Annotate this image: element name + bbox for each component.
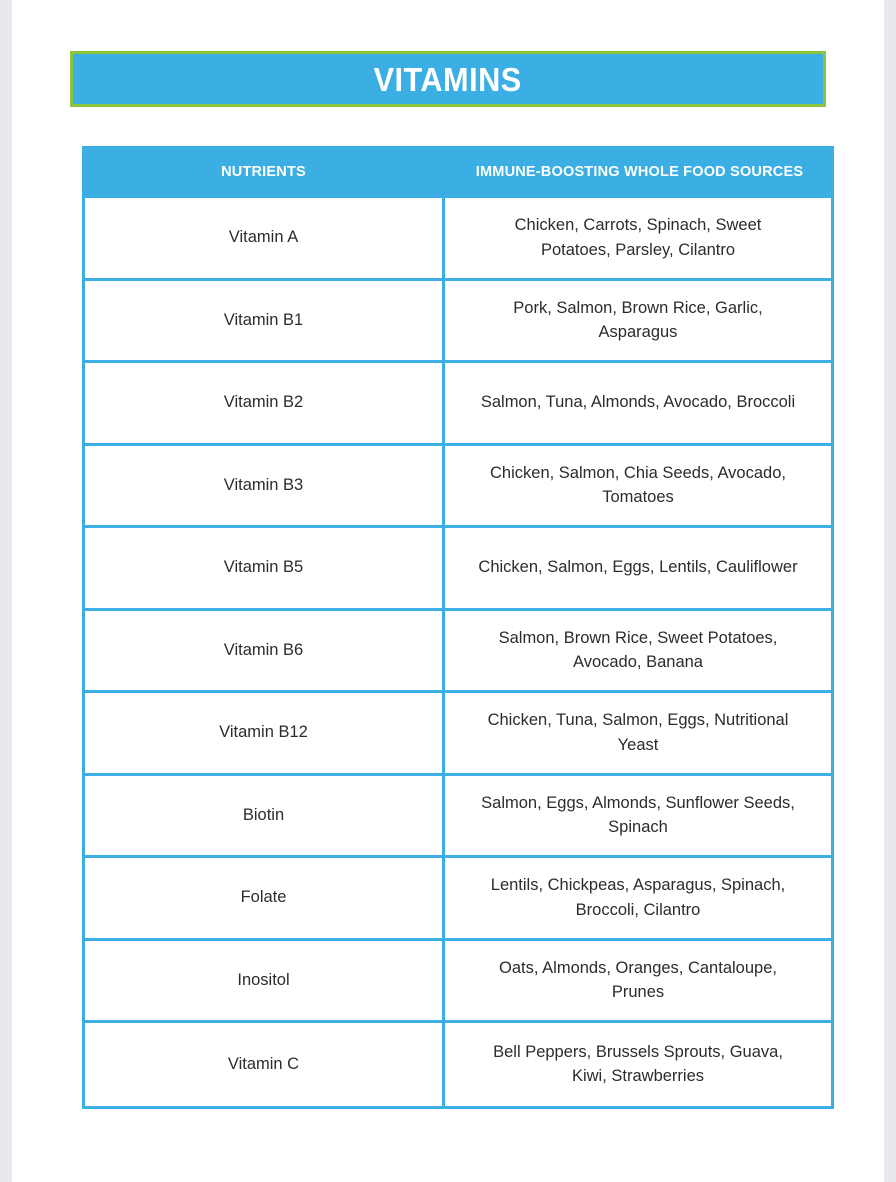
table-row [85, 198, 831, 281]
table-body [82, 198, 834, 1109]
cell-sources [445, 611, 831, 691]
cell-nutrient [85, 611, 445, 691]
cell-sources [445, 1023, 831, 1106]
table-row [85, 858, 831, 941]
column-header-nutrients-label: NUTRIENTS [221, 163, 306, 180]
cell-sources [445, 941, 831, 1021]
nutrient-name: Vitamin B5 [223, 558, 304, 577]
cell-sources [445, 363, 831, 443]
nutrient-name: Vitamin B2 [223, 393, 304, 412]
sources-list: Oats, Almonds, Oranges, Cantaloupe, Prunes [499, 958, 777, 1002]
sources-list: Chicken, Salmon, Eggs, Lentils, Cauliflower [478, 558, 798, 577]
sources-list: Lentils, Chickpeas, Asparagus, Spinach, Broccoli, Cilantro [490, 876, 786, 919]
cell-sources [445, 776, 831, 856]
title-banner [70, 51, 826, 107]
column-header-sources [445, 146, 834, 198]
table-row [85, 446, 831, 529]
sources-list: Chicken, Tuna, Salmon, Eggs, Nutritional Yeast [487, 711, 789, 754]
nutrient-name: Vitamin B6 [223, 640, 304, 659]
table-row [85, 776, 831, 859]
table-row [85, 281, 831, 364]
cell-sources [445, 446, 831, 526]
nutrient-name: Vitamin B12 [219, 723, 308, 742]
cell-sources [445, 528, 831, 608]
table-row [85, 1023, 831, 1106]
cell-nutrient [85, 198, 445, 278]
sources-list: Salmon, Eggs, Almonds, Sunflower Seeds, Spinach [481, 793, 795, 837]
sources-list: Salmon, Brown Rice, Sweet Potatoes, Avocado, Banana [498, 628, 778, 672]
cell-nutrient [85, 446, 445, 526]
cell-sources [445, 693, 831, 773]
cell-nutrient [85, 858, 445, 938]
cell-nutrient [85, 693, 445, 773]
cell-sources [445, 198, 831, 278]
column-header-sources-label: IMMUNE-BOOSTING WHOLE FOOD SOURCES [475, 163, 804, 180]
cell-nutrient [85, 281, 445, 361]
table-row [85, 941, 831, 1024]
column-header-nutrients [82, 146, 445, 198]
sources-list: Chicken, Salmon, Chia Seeds, Avocado, Tomatoes [490, 463, 786, 507]
vitamins-table [82, 146, 834, 1109]
table-header-row [82, 146, 834, 198]
page-title: VITAMINS [373, 60, 523, 98]
cell-sources [445, 858, 831, 938]
sources-list: Pork, Salmon, Brown Rice, Garlic, Asparagus [513, 298, 763, 342]
table-row [85, 693, 831, 776]
sources-list: Salmon, Tuna, Almonds, Avocado, Broccoli [480, 393, 796, 412]
cell-nutrient [85, 1023, 445, 1106]
cell-nutrient [85, 363, 445, 443]
sources-list: Chicken, Carrots, Spinach, Sweet Potatoes, Parsley, Cilantro [514, 216, 762, 259]
nutrient-name: Inositol [237, 970, 290, 989]
cell-nutrient [85, 528, 445, 608]
nutrient-name: Vitamin B1 [223, 310, 304, 329]
table-row [85, 611, 831, 694]
nutrient-name: Vitamin B3 [223, 475, 304, 494]
nutrient-name: Vitamin C [227, 1054, 300, 1073]
nutrient-name: Biotin [242, 805, 285, 824]
nutrient-name: Vitamin A [228, 228, 299, 247]
table-row [85, 363, 831, 446]
nutrient-name: Folate [240, 888, 287, 907]
cell-nutrient [85, 941, 445, 1021]
sources-list: Bell Peppers, Brussels Sprouts, Guava, Kiwi, Strawberries [493, 1042, 783, 1086]
document-page [12, 0, 884, 1182]
cell-sources [445, 281, 831, 361]
table-row [85, 528, 831, 611]
cell-nutrient [85, 776, 445, 856]
